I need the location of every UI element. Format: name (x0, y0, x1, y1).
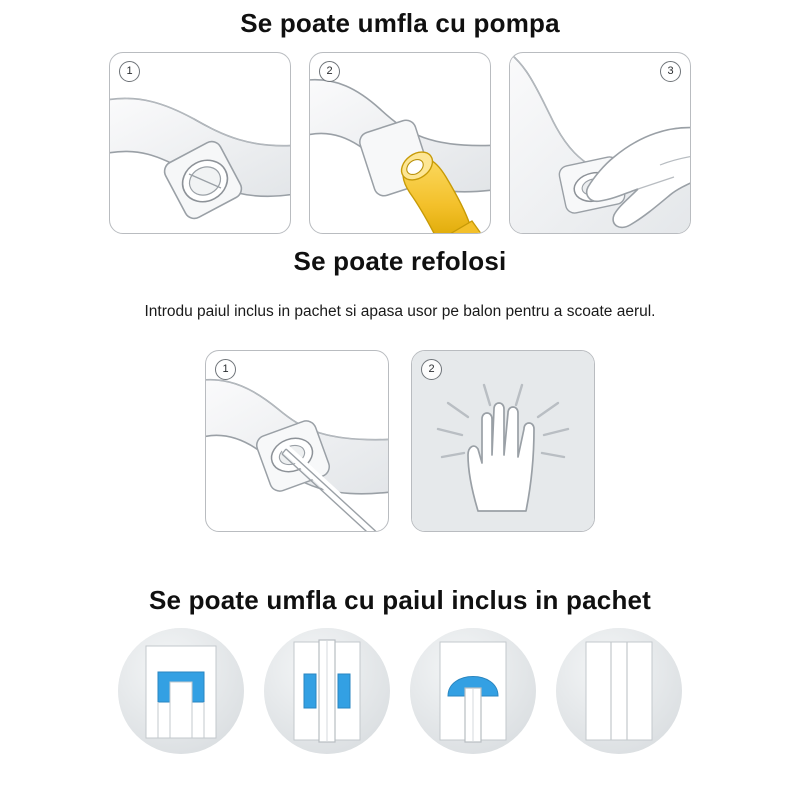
illustration-valve-straw-in (264, 628, 390, 754)
section-straw-title-wrap (0, 585, 800, 616)
illustration-valve-closed (556, 628, 682, 754)
section-reuse-subtitle: Introdu paiul inclus in pachet si apasa usor pe balon pentru a scoate aerul. (144, 303, 656, 320)
section-pump-title-wrap (0, 8, 800, 39)
illustration-hand-close-valve (510, 53, 690, 233)
section-reuse-panels (0, 350, 800, 532)
illustration-hand-press (412, 351, 594, 531)
circle-valve-step-1 (118, 628, 244, 754)
section-reuse-title-wrap (0, 246, 800, 277)
panel-pump-step-1 (109, 52, 291, 234)
section-straw-title: Se poate umfla cu paiul inclus in pachet (148, 585, 652, 615)
section-reuse-subtitle-wrap (0, 303, 800, 321)
panel-reuse-step-2 (411, 350, 595, 532)
circle-valve-step-4 (556, 628, 682, 754)
illustration-valve-sealing (410, 628, 536, 754)
illustration-pump-inflate (310, 53, 490, 233)
illustration-valve-open (118, 628, 244, 754)
section-pump-panels (0, 52, 800, 234)
circle-valve-step-3 (410, 628, 536, 754)
illustration-cushion-valve (110, 53, 290, 233)
section-reuse-title: Se poate refolosi (293, 246, 507, 276)
step-badge-2: 2 (319, 61, 340, 82)
panel-pump-step-3 (509, 52, 691, 234)
step-badge-3: 3 (660, 61, 681, 82)
step-badge-1: 1 (119, 61, 140, 82)
illustration-straw-insert (206, 351, 388, 531)
circle-valve-step-2 (264, 628, 390, 754)
panel-reuse-step-1 (205, 350, 389, 532)
section-straw-circles (0, 628, 800, 754)
step-badge-reuse-1: 1 (215, 359, 236, 380)
section-pump-title: Se poate umfla cu pompa (240, 8, 560, 38)
step-badge-reuse-2: 2 (421, 359, 442, 380)
panel-pump-step-2 (309, 52, 491, 234)
